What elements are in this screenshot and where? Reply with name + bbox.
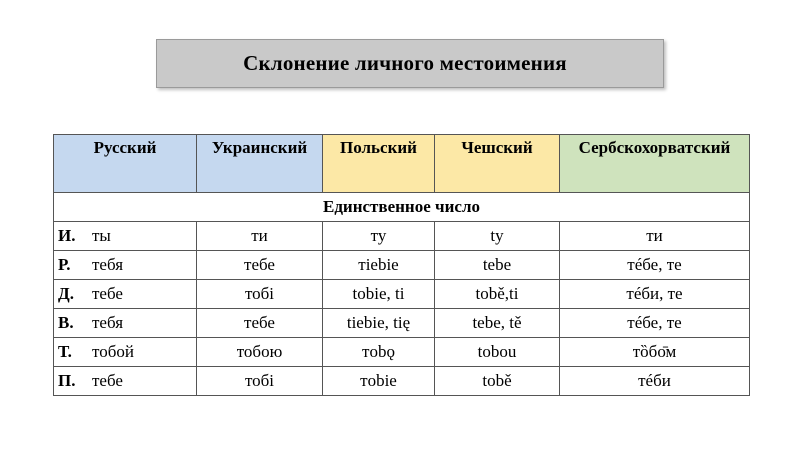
czech-cell: tobě,ti (435, 280, 560, 309)
czech-cell: tobě (435, 367, 560, 396)
table-row (54, 251, 750, 280)
case-label: Р. (58, 255, 71, 274)
czech-cell: tobou (435, 338, 560, 367)
polish-cell: тiebie (323, 251, 435, 280)
polish-cell: тobǫ (323, 338, 435, 367)
header-ukrainian: Украинский (197, 135, 323, 193)
russian-cell (54, 367, 197, 396)
russian-cell (54, 280, 197, 309)
russian-cell (54, 251, 197, 280)
russian-cell (54, 309, 197, 338)
header-serbocroatian: Сербскохорватский (560, 135, 750, 193)
ukrainian-cell: тебе (197, 309, 323, 338)
czech-cell: ty (435, 222, 560, 251)
russian-cell (54, 222, 197, 251)
polish-cell: ту (323, 222, 435, 251)
table-row (54, 367, 750, 396)
header-row (54, 135, 750, 193)
table-row (54, 222, 750, 251)
russian-form: ты (92, 226, 111, 245)
serbocroatian-cell: ти (560, 222, 750, 251)
serbocroatian-cell: тéби, те (560, 280, 750, 309)
ukrainian-cell: тебе (197, 251, 323, 280)
case-label: Д. (58, 284, 74, 303)
ukrainian-cell: тобі (197, 367, 323, 396)
case-label: Т. (58, 342, 72, 361)
ukrainian-cell: тобі (197, 280, 323, 309)
czech-cell: tebe (435, 251, 560, 280)
header-czech: Чешский (435, 135, 560, 193)
russian-form: тебе (92, 371, 123, 390)
russian-form: тобой (92, 342, 134, 361)
russian-form: тебя (92, 313, 124, 332)
case-label: И. (58, 226, 76, 245)
section-label: Единственное число (54, 193, 750, 222)
polish-cell: tobie, ti (323, 280, 435, 309)
serbocroatian-cell: тéбе, те (560, 251, 750, 280)
table-row (54, 309, 750, 338)
table-row (54, 280, 750, 309)
header-polish: Польский (323, 135, 435, 193)
serbocroatian-cell: тéби (560, 367, 750, 396)
polish-cell: tiebie, tię (323, 309, 435, 338)
russian-form: тебе (92, 284, 123, 303)
section-row (54, 193, 750, 222)
russian-cell (54, 338, 197, 367)
header-russian: Русский (54, 135, 197, 193)
czech-cell: tebe, tě (435, 309, 560, 338)
case-label: П. (58, 371, 76, 390)
polish-cell: тobie (323, 367, 435, 396)
serbocroatian-cell: тȍбо̄м (560, 338, 750, 367)
ukrainian-cell: ти (197, 222, 323, 251)
table-row (54, 338, 750, 367)
ukrainian-cell: тобою (197, 338, 323, 367)
title-banner (156, 39, 664, 88)
serbocroatian-cell: тéбе, те (560, 309, 750, 338)
russian-form: тебя (92, 255, 124, 274)
case-label: В. (58, 313, 74, 332)
declension-table (53, 134, 750, 396)
page-title: Склонение личного местоимения (243, 51, 567, 75)
